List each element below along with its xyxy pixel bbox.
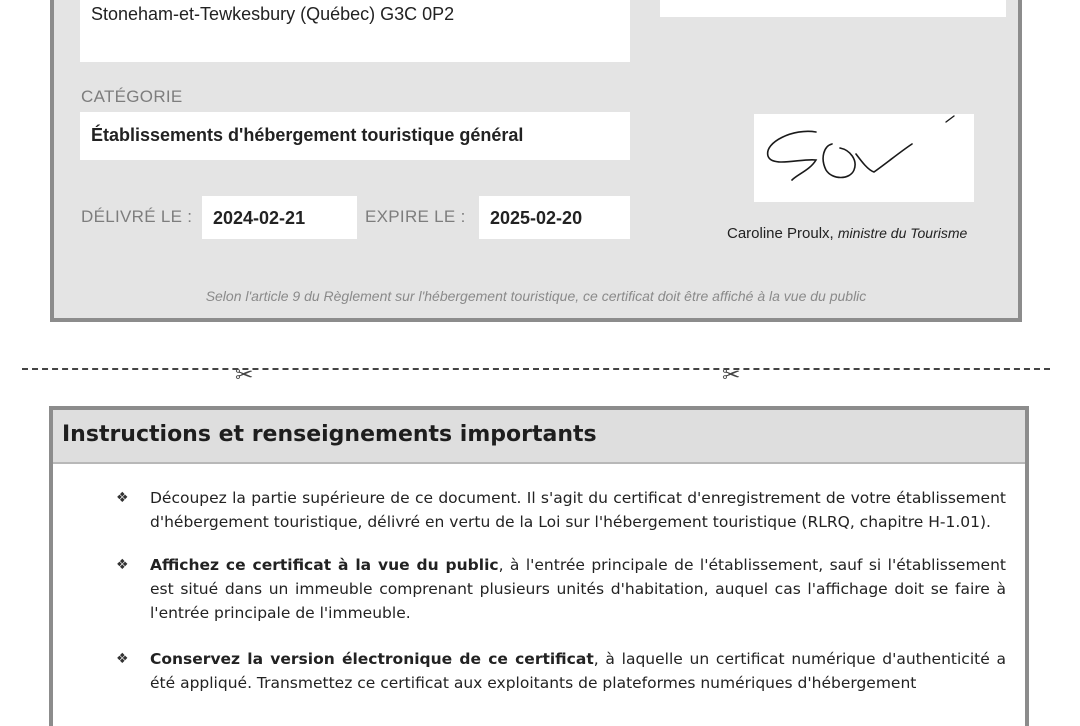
diamond-bullet-icon: ❖ [116, 651, 129, 667]
registration-certificate [50, 0, 1022, 322]
diamond-bullet-icon: ❖ [116, 490, 129, 506]
instructions-panel [49, 406, 1029, 726]
category-label: CATÉGORIE [81, 87, 183, 106]
cut-line [22, 368, 1050, 370]
instruction-text [150, 553, 1006, 625]
instruction-item [116, 553, 1006, 625]
instructions-header [53, 410, 1025, 464]
instruction-text [150, 647, 1006, 695]
category-value: Établissements d'hébergement touristique général [91, 125, 524, 145]
instruction-emphasis: Conservez la version électronique de ce certificat [150, 650, 594, 668]
signature-box [754, 114, 974, 202]
registration-number-field [660, 0, 1006, 17]
instruction-text: Découpez la partie supérieure de ce document. Il s'agit du certificat d'enregistrement de votre établissement d'hébergement touristique, délivré en vertu de la Loi sur l'hébergement touristique (RLRQ, chapitre H-1.01). [150, 489, 1006, 531]
instruction-item [116, 647, 1006, 695]
handwritten-signature [754, 114, 974, 202]
issued-label: DÉLIVRÉ LE : [81, 207, 193, 226]
address-line: Stoneham-et-Tewkesbury (Québec) G3C 0P2 [91, 4, 455, 24]
expires-date-field [479, 196, 630, 239]
expires-label: EXPIRE LE : [365, 207, 466, 226]
address-field [80, 0, 630, 62]
minister-signature-caption [727, 225, 967, 242]
diamond-bullet-icon: ❖ [116, 557, 129, 573]
instruction-body: , à l'entrée principale de l'établissement, sauf si l'établissement est situé dans un immeuble comprenant plusieurs unités d'habitation, auquel cas l'affichage doit se faire à l'entrée principale de l'immeuble. [150, 556, 1006, 622]
minister-title: ministre du Tourisme [837, 225, 968, 241]
expires-date: 2025-02-20 [490, 208, 583, 228]
category-field [80, 112, 630, 160]
instruction-body: , à laquelle un certificat numérique d'authenticité a été appliqué. Transmettez ce certificat aux exploitants de plateformes numériques d'hébergement [150, 650, 1006, 692]
display-requirement-note: Selon l'article 9 du Règlement sur l'hébergement touristique, ce certificat doit être affiché à la vue du public [205, 288, 867, 304]
issued-date-field [202, 196, 357, 239]
scissors-icon: ✂ [235, 362, 254, 387]
scissors-icon: ✂ [722, 362, 741, 387]
minister-name: Caroline Proulx, [727, 225, 834, 242]
instructions-title: Instructions et renseignements importants [62, 422, 597, 447]
instruction-item [116, 486, 1006, 534]
instruction-emphasis: Affichez ce certificat à la vue du public [150, 556, 499, 574]
issued-date: 2024-02-21 [213, 208, 306, 228]
